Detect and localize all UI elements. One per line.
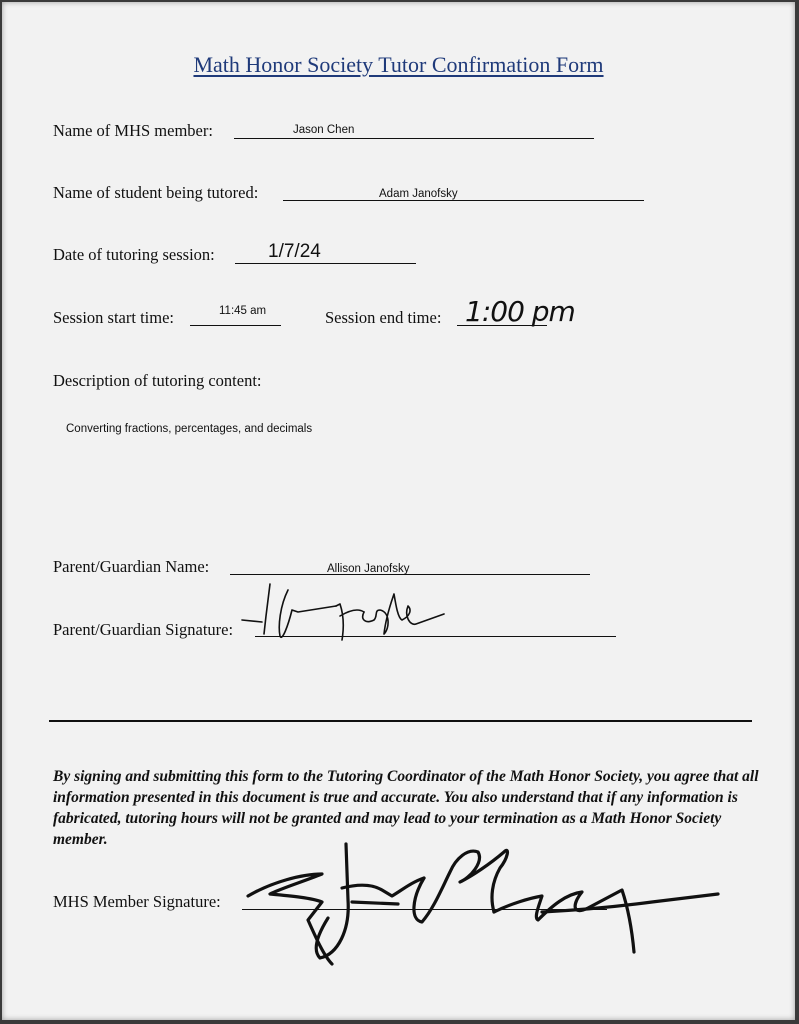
date-line xyxy=(235,263,416,264)
member-signature-label: MHS Member Signature: xyxy=(53,892,221,911)
section-divider xyxy=(49,720,752,722)
parent-signature-drawing[interactable] xyxy=(240,576,450,648)
member-name-line xyxy=(234,138,594,139)
parent-name-label: Parent/Guardian Name: xyxy=(53,557,210,576)
start-time-line xyxy=(190,325,281,326)
parent-signature-label: Parent/Guardian Signature: xyxy=(53,620,234,639)
date-value[interactable]: 1/7/24 xyxy=(268,241,321,262)
start-time-label: Session start time: xyxy=(53,308,174,327)
end-time-value[interactable]: 1:00 pm xyxy=(465,295,575,328)
student-name-line xyxy=(283,200,644,201)
date-label: Date of tutoring session: xyxy=(53,245,215,264)
description-value[interactable]: Converting fractions, percentages, and decimals xyxy=(66,423,313,435)
member-name-label: Name of MHS member: xyxy=(53,121,213,140)
end-time-label: Session end time: xyxy=(325,308,442,327)
parent-name-value[interactable]: Allison Janofsky xyxy=(327,563,410,575)
start-time-value[interactable]: 11:45 am xyxy=(219,305,267,317)
member-signature-drawing[interactable] xyxy=(242,838,732,974)
form-page xyxy=(2,2,795,1020)
form-title: Math Honor Society Tutor Confirmation Form xyxy=(193,52,604,77)
parent-name-line xyxy=(230,574,590,575)
student-name-value[interactable]: Adam Janofsky xyxy=(379,188,458,200)
student-name-label: Name of student being tutored: xyxy=(53,183,259,202)
disclaimer-text: By signing and submitting this form to the Tutoring Coordinator of the Math Honor Society, you agree that all information presented in this document is true and accurate. You also understand that if any information is fabricated, tutoring hours will not be granted and may lead to your termination as a Math Honor Society member. xyxy=(53,768,759,848)
description-label: Description of tutoring content: xyxy=(53,371,262,390)
member-name-value[interactable]: Jason Chen xyxy=(293,124,355,136)
